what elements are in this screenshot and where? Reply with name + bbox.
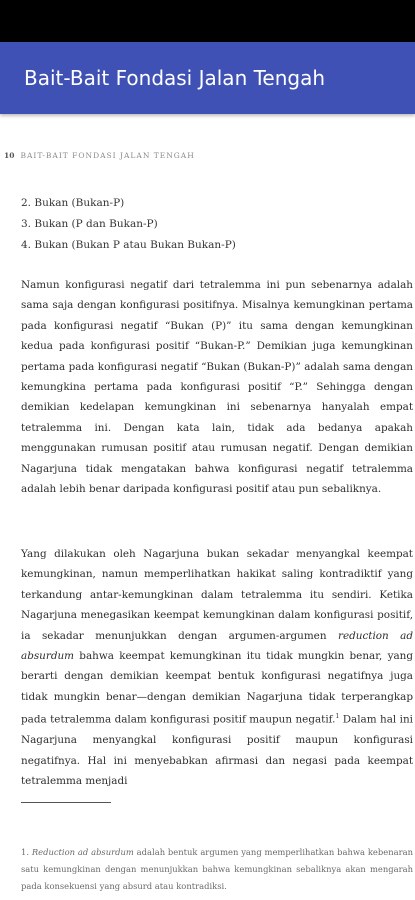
paragraph-text: Yang dilakukan oleh Nagarjuna bukan sekadar menyangkal keempat kemungkinan, namun memperlihatkan hakikat saling kontradiktif yang terkandung antar-kemungkinan dalam tetralemma itu sendiri. Ketika Nagarjuna menegasikan keempat kemungkinan dalam konfigurasi positif, ia sekadar menunjukkan dengan argumen-argumen	[21, 548, 413, 642]
list-item: 3. Bukan (P dan Bukan-P)	[21, 218, 158, 230]
paragraph-italic: reduction ad absurdum	[21, 629, 414, 663]
status-bar	[0, 0, 415, 42]
list-item: 4. Bukan (Bukan P atau Bukan Bukan-P)	[21, 239, 236, 251]
paragraph	[21, 544, 413, 791]
tetralemma-list	[21, 193, 236, 256]
page-number: 10	[4, 151, 15, 160]
running-head-text: BAIT-BAIT FONDASI JALAN TENGAH	[20, 151, 195, 160]
footnote-italic: Reduction ad absurdum	[31, 847, 134, 857]
footnote	[21, 844, 413, 895]
paragraph-text: Dalam hal ini Nagarjuna menyangkal konfigurasi positif maupun konfigurasi negatifnya. Hal ini menyebabkan afirmasi dan negasi pada keempat tetralemma menjadi	[21, 713, 413, 787]
list-item: 2. Bukan (Bukan-P)	[21, 197, 125, 209]
paragraph: Namun konfigurasi negatif dari tetralemma ini pun sebenarnya adalah sama saja dengan konfigurasi positifnya. Misalnya kemungkinan pertama pada konfigurasi negatif “Bukan (P)” itu sama dengan kemungkinan kedua pada konfigurasi positif “Bukan-P.” Demikian juga kemungkinan pertama pada konfigurasi negatif “Bukan (Bukan-P)” adalah sama dengan kemungkina pertama pada konfigurasi positif “P.” Sehingga dengan demikian kedelapan kemungkinan ini sebenarnya hanyalah empat tetralemma ini. Dengan kata lain, tidak ada bedanya apakah menggunakan rumusan positif atau rumusan negatif. Dengan demikian Nagarjuna tidak mengatakan bahwa konfigurasi negatif tetralemma adalah lebih benar daripada konfigurasi positif atau pun sebaliknya.	[21, 279, 413, 496]
app-title: Bait-Bait Fondasi Jalan Tengah	[24, 66, 326, 90]
paragraph-text: bahwa keempat kemungkinan itu tidak mungkin benar, yang berarti dengan demikian keempat bentuk konfigurasi negatifnya juga tidak mungkin benar—dengan demikian Nagarjuna tidak terperangkap pada tetralemma dalam konfigurasi positif maupun negatif.	[21, 650, 413, 726]
book-page[interactable]	[0, 114, 415, 900]
app-bar	[0, 42, 415, 114]
running-head	[4, 151, 195, 160]
footnote-text: adalah bentuk argumen yang memperlihatkan bahwa kebenaran satu kemungkinan dengan menunjukkan bahwa kemungkinan sebaliknya akan mengarah pada konsekuensi yang absurd atau kontradiksi.	[21, 847, 413, 891]
footnote-ref[interactable]: 1	[335, 713, 340, 721]
footnote-divider	[21, 802, 111, 803]
footnote-number: 1.	[21, 847, 29, 857]
